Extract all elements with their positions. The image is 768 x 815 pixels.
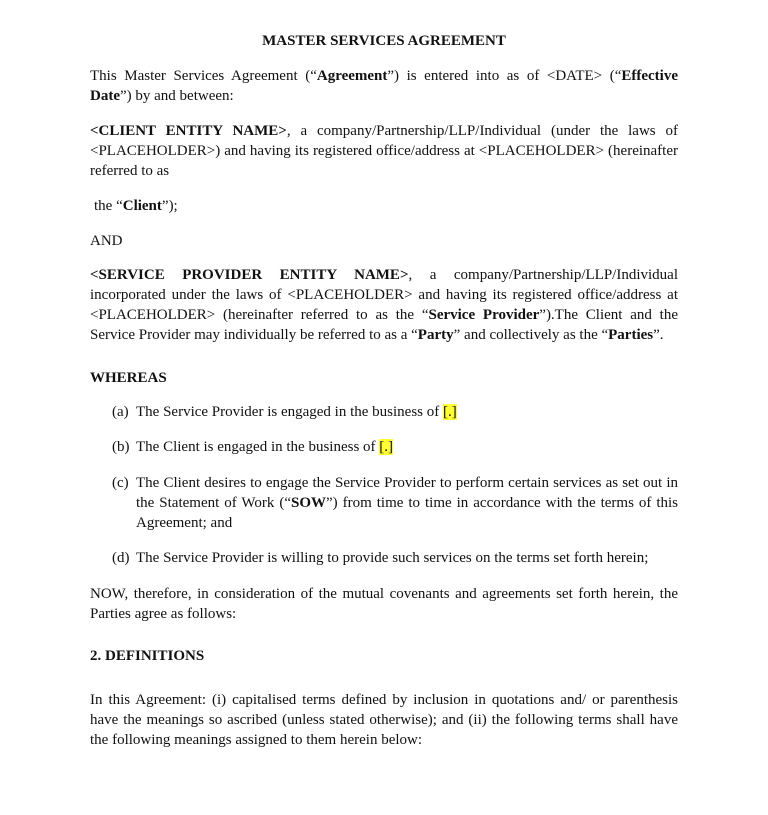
recital-c-body-1: The Client desires to engage the Service Provider to perform certain services as set out in the Statement of Work (“ [136, 475, 678, 511]
recital-a-text [136, 402, 678, 422]
recital-b-blank: [.] [379, 439, 394, 455]
effective-term-a: Effective [621, 68, 678, 84]
now-therefore-paragraph: NOW, therefore, in consideration of the mutual covenants and agreements set forth herein, the Parties agree as follows: [90, 586, 678, 622]
provider-paragraph [90, 265, 678, 345]
recital-d-text: The Service Provider is willing to provide such services on the terms set forth herein; [136, 550, 649, 566]
recital-c-marker: (c) [112, 475, 129, 491]
whereas-heading: WHEREAS [90, 370, 167, 386]
client-def-text-2: ”); [161, 198, 178, 214]
party-term: Party [417, 327, 454, 343]
provider-text-1: , a company/Partnership/LLP/Individual incorporated under the laws of <PLACEHOLDER> and having its registered office/address at <PLACEHOLDER> (hereinafter referred to as the “ [90, 267, 678, 323]
definitions-heading: 2. DEFINITIONS [90, 648, 205, 664]
recital-d [112, 548, 678, 568]
recital-b-marker: (b) [112, 439, 130, 455]
recital-a-body: The Service Provider is engaged in the business of [136, 404, 444, 420]
definitions-paragraph: In this Agreement: (i) capitalised terms defined by inclusion in quotations and/ or parenthesis have the meanings so ascribed (unless stated otherwise); and (ii) the following terms shall have the following meanings assigned to them herein below: [90, 692, 678, 748]
provider-text-2: ”).The Client and the Service Provider may individually be referred to as a “ [90, 307, 678, 343]
recital-a-blank: [.] [443, 404, 457, 420]
recital-c-body-2: ”) from time to time in accordance with the terms of this Agreement; and [136, 495, 678, 531]
provider-text-4: ”. [653, 327, 664, 343]
recital-b-text [136, 437, 678, 457]
client-paragraph [90, 121, 678, 181]
recital-c [112, 473, 678, 533]
intro-text-1: This Master Services Agreement (“ [90, 68, 317, 84]
document-title: MASTER SERVICES AGREEMENT [262, 33, 506, 49]
service-provider-term: Service Provider [428, 307, 540, 323]
recital-d-marker: (d) [112, 550, 130, 566]
recital-a [112, 402, 678, 422]
client-term: Client [122, 198, 162, 214]
client-details: , a company/Partnership/LLP/Individual (under the laws of <PLACEHOLDER>) and having its registered office/address at <PLACEHOLDER> (hereinafter referred to as [90, 123, 678, 179]
effective-term-b: Date [90, 88, 120, 104]
parties-term: Parties [608, 327, 654, 343]
intro-text-2: ”) is entered into as of <DATE> (“ [387, 68, 622, 84]
intro-paragraph [90, 66, 678, 106]
client-def-text-1: the “ [94, 198, 123, 214]
recital-c-text [136, 473, 678, 533]
recital-b-body: The Client is engaged in the business of [136, 439, 380, 455]
provider-entity-name: <SERVICE PROVIDER ENTITY NAME> [90, 267, 409, 283]
recital-b [112, 437, 678, 457]
provider-text-3: ” and collectively as the “ [453, 327, 609, 343]
client-entity-name: <CLIENT ENTITY NAME> [90, 123, 287, 139]
and-separator: AND [90, 233, 123, 249]
sow-term: SOW [291, 495, 327, 511]
intro-text-3: ”) by and between: [120, 88, 234, 104]
client-definition [94, 196, 682, 216]
recital-a-marker: (a) [112, 404, 129, 420]
agreement-term: Agreement [316, 68, 388, 84]
